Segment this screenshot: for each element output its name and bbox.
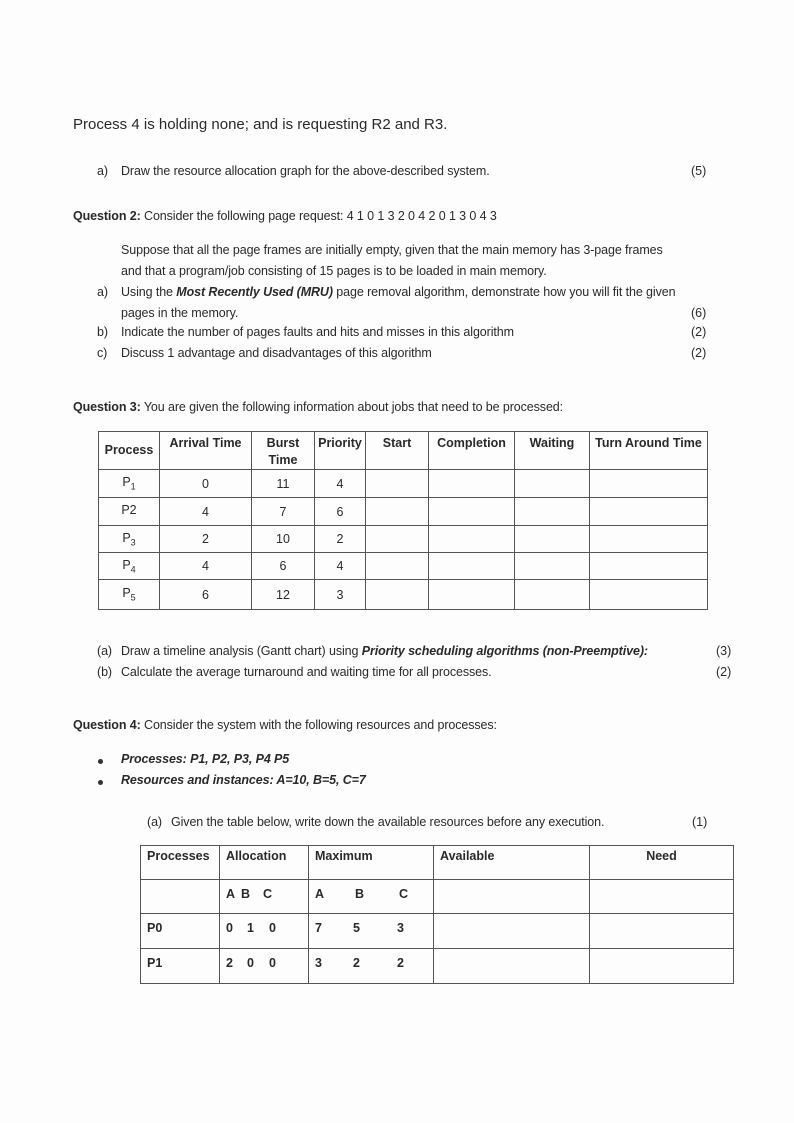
cell-completion: [429, 470, 515, 498]
q2-part-a-post: page removal algorithm, demonstrate how you will fit the given: [332, 285, 676, 299]
intro-part-a-marks: (5): [691, 164, 707, 178]
q2-part-a-emphasis: Most Recently Used (MRU): [176, 285, 333, 299]
question-2-heading: [73, 209, 497, 223]
allocation-subheaders: [220, 880, 309, 914]
cell-priority: 2: [315, 526, 366, 553]
cell-priority: 4: [315, 470, 366, 498]
table-row: [99, 470, 708, 498]
cell-arrival: 4: [160, 498, 252, 526]
process-scheduling-table: [98, 431, 708, 610]
header-need: Need: [590, 846, 734, 880]
process-name: P: [122, 557, 131, 572]
table-row: [99, 526, 708, 553]
header-burst-time: Burst Time: [252, 432, 315, 470]
subheader-row: [141, 880, 734, 914]
cell-start: [366, 470, 429, 498]
process-subscript: 1: [130, 481, 136, 492]
cell-start: [366, 553, 429, 580]
cell-process: P0: [141, 914, 220, 949]
cell-available: [434, 880, 590, 914]
max-sub-c: C: [399, 887, 409, 901]
cell-turnaround: [590, 498, 708, 526]
header-turnaround-time: Turn Around Time: [590, 432, 708, 470]
q2-part-a-pre: Using the: [121, 285, 177, 299]
q2-part-b-marks: (2): [691, 325, 707, 339]
cell-priority: 3: [315, 580, 366, 610]
max-a: 3: [315, 956, 322, 970]
header-processes: Processes: [141, 846, 220, 880]
q3-part-a-pre: Draw a timeline analysis (Gantt chart) using: [121, 644, 362, 658]
question-3-text: You are given the following information about jobs that need to be processed:: [143, 400, 564, 414]
max-c: 2: [397, 956, 404, 970]
cell-completion: [429, 553, 515, 580]
cell-maximum: [309, 949, 434, 984]
max-sub-a: A: [315, 887, 325, 901]
bullet-resources: Resources and instances: A=10, B=5, C=7: [121, 773, 366, 787]
process-subscript: 5: [130, 592, 136, 603]
cell-need: [590, 914, 734, 949]
cell-burst: 11: [252, 470, 315, 498]
q3-part-b-marks: (2): [716, 665, 732, 679]
cell-completion: [429, 498, 515, 526]
table-header-row: [99, 432, 708, 470]
header-start: Start: [366, 432, 429, 470]
process-name: P: [122, 475, 131, 490]
question-2-text: Consider the following page request: 4 1 0 1 3 2 0 4 2 0 1 3 0 4 3: [144, 209, 497, 223]
cell-process: [99, 526, 160, 553]
table-row: [141, 949, 734, 984]
q2-part-c-label: c): [97, 346, 108, 360]
cell-waiting: [515, 526, 590, 553]
question-3-label: Question 3:: [73, 400, 141, 414]
cell-turnaround: [590, 553, 708, 580]
process-subscript: 3: [130, 537, 136, 548]
cell-process: [99, 498, 160, 526]
header-allocation: Allocation: [220, 846, 309, 880]
cell-arrival: 6: [160, 580, 252, 610]
cell-waiting: [515, 580, 590, 610]
question-2-label: Question 2:: [73, 209, 141, 223]
cell-available: [434, 914, 590, 949]
process-4-statement: Process 4 is holding none; and is requesting R2 and R3.: [73, 116, 448, 133]
process-name: P: [122, 530, 131, 545]
header-maximum: Maximum: [309, 846, 434, 880]
cell-burst: 6: [252, 553, 315, 580]
table-row: [99, 553, 708, 580]
cell-start: [366, 498, 429, 526]
alloc-sub-c: C: [263, 887, 273, 901]
question-4-heading: [73, 718, 497, 732]
question-2-para-1: Suppose that all the page frames are initially empty, given that the main memory has 3-page frames: [121, 243, 663, 257]
header-arrival-time: Arrival Time: [160, 432, 252, 470]
q3-part-b-label: (b): [97, 665, 112, 679]
bullet-icon: [98, 759, 103, 764]
max-sub-b: B: [355, 887, 365, 901]
cell-available: [434, 949, 590, 984]
process-subscript: 4: [130, 564, 136, 575]
table-row: [99, 498, 708, 526]
cell-allocation: [220, 914, 309, 949]
cell-start: [366, 526, 429, 553]
alloc-a: 2: [226, 956, 233, 970]
max-a: 7: [315, 921, 322, 935]
cell-arrival: 4: [160, 553, 252, 580]
q3-part-a-text: [121, 644, 648, 658]
cell-turnaround: [590, 526, 708, 553]
max-b: 2: [353, 956, 360, 970]
process-name: P2: [121, 503, 137, 518]
q3-part-a-emphasis: Priority scheduling algorithms (non-Preemptive):: [361, 644, 648, 658]
question-3-heading: [73, 400, 563, 414]
cell-empty: [141, 880, 220, 914]
question-2-para-2: and that a program/job consisting of 15 pages is to be loaded in main memory.: [121, 264, 547, 278]
cell-process: [99, 580, 160, 610]
maximum-subheaders: [309, 880, 434, 914]
header-completion: Completion: [429, 432, 515, 470]
header-waiting: Waiting: [515, 432, 590, 470]
cell-maximum: [309, 914, 434, 949]
bullet-icon: [98, 780, 103, 785]
cell-priority: 4: [315, 553, 366, 580]
q4-part-a-text: Given the table below, write down the available resources before any execution.: [171, 815, 605, 829]
q2-part-a-label: a): [97, 285, 108, 299]
cell-turnaround: [590, 470, 708, 498]
bullet-processes: Processes: P1, P2, P3, P4 P5: [121, 752, 290, 766]
q3-part-b-text: Calculate the average turnaround and waiting time for all processes.: [121, 665, 492, 679]
q2-part-a-marks: (6): [691, 306, 707, 320]
cell-completion: [429, 580, 515, 610]
cell-waiting: [515, 470, 590, 498]
cell-process: [99, 553, 160, 580]
alloc-sub-b: B: [241, 887, 251, 901]
q2-part-c-marks: (2): [691, 346, 707, 360]
alloc-b: 1: [247, 921, 254, 935]
header-available: Available: [434, 846, 590, 880]
cell-priority: 6: [315, 498, 366, 526]
intro-part-a-label: a): [97, 164, 108, 178]
table-row: [141, 914, 734, 949]
q2-part-c-text: Discuss 1 advantage and disadvantages of this algorithm: [121, 346, 432, 360]
process-name: P: [122, 586, 131, 601]
cell-burst: 12: [252, 580, 315, 610]
cell-need: [590, 880, 734, 914]
q3-part-a-label: (a): [97, 644, 112, 658]
q4-part-a-marks: (1): [692, 815, 708, 829]
q2-part-a-continuation: pages in the memory.: [121, 306, 239, 320]
bankers-resource-table: [140, 845, 734, 984]
cell-waiting: [515, 553, 590, 580]
alloc-a: 0: [226, 921, 233, 935]
intro-part-a-text: Draw the resource allocation graph for the above-described system.: [121, 164, 490, 178]
cell-burst: 7: [252, 498, 315, 526]
q2-part-b-label: b): [97, 325, 108, 339]
cell-allocation: [220, 949, 309, 984]
header-priority: Priority: [315, 432, 366, 470]
q4-part-a-label: (a): [147, 815, 162, 829]
cell-completion: [429, 526, 515, 553]
alloc-c: 0: [269, 956, 276, 970]
table-row: [99, 580, 708, 610]
table-header-row: [141, 846, 734, 880]
cell-waiting: [515, 498, 590, 526]
max-c: 3: [397, 921, 404, 935]
cell-arrival: 2: [160, 526, 252, 553]
header-process: Process: [99, 432, 160, 470]
q2-part-b-text: Indicate the number of pages faults and hits and misses in this algorithm: [121, 325, 514, 339]
alloc-sub-a: A: [226, 887, 236, 901]
cell-turnaround: [590, 580, 708, 610]
alloc-c: 0: [269, 921, 276, 935]
q2-part-a-text: [121, 285, 675, 299]
cell-process: [99, 470, 160, 498]
cell-burst: 10: [252, 526, 315, 553]
question-4-text: Consider the system with the following resources and processes:: [144, 718, 497, 732]
q3-part-a-marks: (3): [716, 644, 732, 658]
alloc-b: 0: [247, 956, 254, 970]
cell-start: [366, 580, 429, 610]
max-b: 5: [353, 921, 360, 935]
cell-arrival: 0: [160, 470, 252, 498]
cell-process: P1: [141, 949, 220, 984]
cell-need: [590, 949, 734, 984]
question-4-label: Question 4:: [73, 718, 141, 732]
